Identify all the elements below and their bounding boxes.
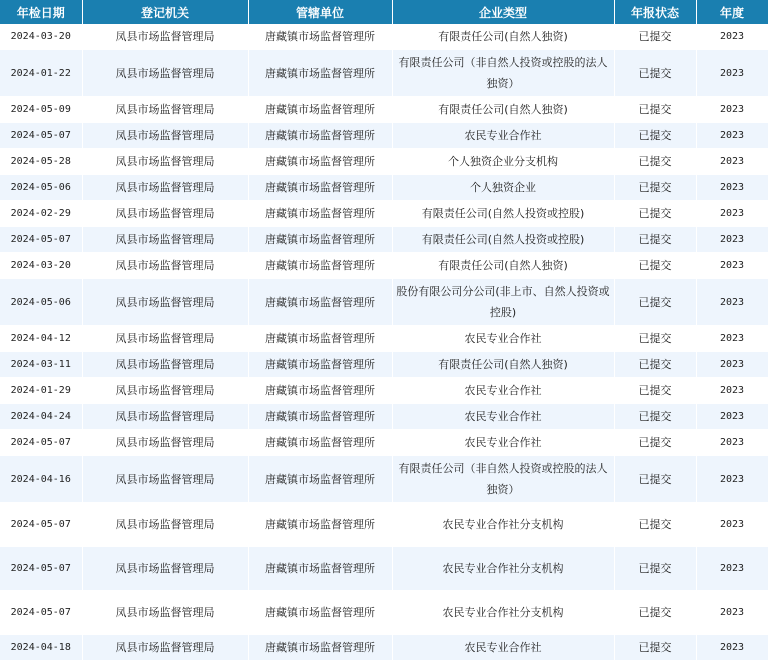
header-type: 企业类型 bbox=[392, 0, 614, 24]
cell-type: 农民专业合作社分支机构 bbox=[392, 547, 614, 591]
cell-org: 凤县市场监督管理局 bbox=[82, 97, 248, 123]
cell-org: 凤县市场监督管理局 bbox=[82, 227, 248, 253]
cell-type: 有限责任公司(自然人投资或控股) bbox=[392, 227, 614, 253]
table-row bbox=[0, 97, 768, 123]
cell-org: 凤县市场监督管理局 bbox=[82, 175, 248, 201]
cell-date: 2024-04-16 bbox=[0, 456, 82, 503]
cell-org: 凤县市场监督管理局 bbox=[82, 149, 248, 175]
cell-org: 凤县市场监督管理局 bbox=[82, 378, 248, 404]
cell-org: 凤县市场监督管理局 bbox=[82, 201, 248, 227]
cell-type: 农民专业合作社 bbox=[392, 378, 614, 404]
cell-date: 2024-03-20 bbox=[0, 253, 82, 279]
cell-status: 已提交 bbox=[614, 326, 696, 352]
cell-unit: 唐藏镇市场监督管理所 bbox=[248, 227, 392, 253]
cell-unit: 唐藏镇市场监督管理所 bbox=[248, 201, 392, 227]
cell-unit: 唐藏镇市场监督管理所 bbox=[248, 326, 392, 352]
cell-unit: 唐藏镇市场监督管理所 bbox=[248, 635, 392, 661]
cell-org: 凤县市场监督管理局 bbox=[82, 352, 248, 378]
cell-org: 凤县市场监督管理局 bbox=[82, 635, 248, 661]
table-row bbox=[0, 635, 768, 661]
cell-status: 已提交 bbox=[614, 97, 696, 123]
cell-year: 2023 bbox=[696, 503, 768, 547]
table-header-row bbox=[0, 0, 768, 24]
cell-type: 农民专业合作社 bbox=[392, 404, 614, 430]
header-status: 年报状态 bbox=[614, 0, 696, 24]
cell-org: 凤县市场监督管理局 bbox=[82, 326, 248, 352]
cell-date: 2024-03-11 bbox=[0, 352, 82, 378]
cell-date: 2024-01-29 bbox=[0, 378, 82, 404]
cell-year: 2023 bbox=[696, 352, 768, 378]
cell-date: 2024-05-28 bbox=[0, 149, 82, 175]
cell-year: 2023 bbox=[696, 97, 768, 123]
cell-status: 已提交 bbox=[614, 123, 696, 149]
cell-unit: 唐藏镇市场监督管理所 bbox=[248, 456, 392, 503]
cell-unit: 唐藏镇市场监督管理所 bbox=[248, 24, 392, 50]
table-row bbox=[0, 149, 768, 175]
table-row bbox=[0, 430, 768, 456]
cell-year: 2023 bbox=[696, 149, 768, 175]
cell-date: 2024-04-18 bbox=[0, 635, 82, 661]
cell-type: 农民专业合作社 bbox=[392, 123, 614, 149]
header-year: 年度 bbox=[696, 0, 768, 24]
cell-type: 个人独资企业分支机构 bbox=[392, 149, 614, 175]
cell-type: 农民专业合作社 bbox=[392, 635, 614, 661]
table-row bbox=[0, 201, 768, 227]
table-row bbox=[0, 279, 768, 326]
cell-status: 已提交 bbox=[614, 253, 696, 279]
cell-unit: 唐藏镇市场监督管理所 bbox=[248, 591, 392, 635]
header-org: 登记机关 bbox=[82, 0, 248, 24]
cell-date: 2024-05-07 bbox=[0, 591, 82, 635]
cell-status: 已提交 bbox=[614, 547, 696, 591]
cell-year: 2023 bbox=[696, 24, 768, 50]
cell-status: 已提交 bbox=[614, 227, 696, 253]
cell-date: 2024-04-24 bbox=[0, 404, 82, 430]
cell-year: 2023 bbox=[696, 591, 768, 635]
cell-status: 已提交 bbox=[614, 175, 696, 201]
cell-status: 已提交 bbox=[614, 503, 696, 547]
table-row bbox=[0, 591, 768, 635]
cell-date: 2024-02-29 bbox=[0, 201, 82, 227]
cell-status: 已提交 bbox=[614, 456, 696, 503]
cell-year: 2023 bbox=[696, 253, 768, 279]
cell-type: 有限责任公司(自然人投资或控股) bbox=[392, 201, 614, 227]
table-row bbox=[0, 24, 768, 50]
cell-year: 2023 bbox=[696, 635, 768, 661]
cell-year: 2023 bbox=[696, 326, 768, 352]
cell-date: 2024-04-12 bbox=[0, 326, 82, 352]
cell-status: 已提交 bbox=[614, 50, 696, 97]
cell-year: 2023 bbox=[696, 175, 768, 201]
cell-type: 股份有限公司分公司(非上市、自然人投资或控股) bbox=[392, 279, 614, 326]
table-row bbox=[0, 456, 768, 503]
cell-status: 已提交 bbox=[614, 404, 696, 430]
cell-date: 2024-05-06 bbox=[0, 175, 82, 201]
cell-org: 凤县市场监督管理局 bbox=[82, 456, 248, 503]
cell-type: 有限责任公司（非自然人投资或控股的法人独资） bbox=[392, 456, 614, 503]
table-row bbox=[0, 326, 768, 352]
cell-org: 凤县市场监督管理局 bbox=[82, 123, 248, 149]
cell-status: 已提交 bbox=[614, 279, 696, 326]
cell-unit: 唐藏镇市场监督管理所 bbox=[248, 97, 392, 123]
cell-org: 凤县市场监督管理局 bbox=[82, 404, 248, 430]
cell-date: 2024-05-07 bbox=[0, 123, 82, 149]
cell-org: 凤县市场监督管理局 bbox=[82, 24, 248, 50]
cell-unit: 唐藏镇市场监督管理所 bbox=[248, 123, 392, 149]
cell-unit: 唐藏镇市场监督管理所 bbox=[248, 378, 392, 404]
cell-date: 2024-05-09 bbox=[0, 97, 82, 123]
table-row bbox=[0, 227, 768, 253]
cell-status: 已提交 bbox=[614, 149, 696, 175]
header-date: 年检日期 bbox=[0, 0, 82, 24]
cell-unit: 唐藏镇市场监督管理所 bbox=[248, 149, 392, 175]
cell-type: 有限责任公司（非自然人投资或控股的法人独资） bbox=[392, 50, 614, 97]
cell-type: 农民专业合作社 bbox=[392, 430, 614, 456]
cell-org: 凤县市场监督管理局 bbox=[82, 503, 248, 547]
cell-org: 凤县市场监督管理局 bbox=[82, 547, 248, 591]
cell-unit: 唐藏镇市场监督管理所 bbox=[248, 352, 392, 378]
cell-unit: 唐藏镇市场监督管理所 bbox=[248, 253, 392, 279]
header-unit: 管辖单位 bbox=[248, 0, 392, 24]
cell-unit: 唐藏镇市场监督管理所 bbox=[248, 404, 392, 430]
cell-org: 凤县市场监督管理局 bbox=[82, 50, 248, 97]
cell-type: 有限责任公司(自然人独资) bbox=[392, 24, 614, 50]
table-row bbox=[0, 123, 768, 149]
cell-year: 2023 bbox=[696, 50, 768, 97]
cell-year: 2023 bbox=[696, 430, 768, 456]
cell-type: 有限责任公司(自然人独资) bbox=[392, 352, 614, 378]
cell-unit: 唐藏镇市场监督管理所 bbox=[248, 430, 392, 456]
table-row bbox=[0, 404, 768, 430]
cell-unit: 唐藏镇市场监督管理所 bbox=[248, 50, 392, 97]
cell-year: 2023 bbox=[696, 378, 768, 404]
cell-date: 2024-05-06 bbox=[0, 279, 82, 326]
cell-year: 2023 bbox=[696, 456, 768, 503]
cell-type: 有限责任公司(自然人独资) bbox=[392, 253, 614, 279]
cell-year: 2023 bbox=[696, 404, 768, 430]
table-row bbox=[0, 503, 768, 547]
cell-org: 凤县市场监督管理局 bbox=[82, 591, 248, 635]
cell-unit: 唐藏镇市场监督管理所 bbox=[248, 175, 392, 201]
table-row bbox=[0, 50, 768, 97]
cell-year: 2023 bbox=[696, 123, 768, 149]
cell-type: 个人独资企业 bbox=[392, 175, 614, 201]
cell-date: 2024-01-22 bbox=[0, 50, 82, 97]
cell-date: 2024-05-07 bbox=[0, 430, 82, 456]
cell-year: 2023 bbox=[696, 279, 768, 326]
cell-org: 凤县市场监督管理局 bbox=[82, 253, 248, 279]
cell-year: 2023 bbox=[696, 547, 768, 591]
cell-org: 凤县市场监督管理局 bbox=[82, 430, 248, 456]
cell-status: 已提交 bbox=[614, 635, 696, 661]
cell-date: 2024-03-20 bbox=[0, 24, 82, 50]
cell-date: 2024-05-07 bbox=[0, 503, 82, 547]
cell-type: 有限责任公司(自然人独资) bbox=[392, 97, 614, 123]
cell-status: 已提交 bbox=[614, 24, 696, 50]
table-row bbox=[0, 352, 768, 378]
cell-status: 已提交 bbox=[614, 201, 696, 227]
table-row bbox=[0, 253, 768, 279]
cell-date: 2024-05-07 bbox=[0, 547, 82, 591]
cell-org: 凤县市场监督管理局 bbox=[82, 279, 248, 326]
cell-type: 农民专业合作社分支机构 bbox=[392, 503, 614, 547]
cell-type: 农民专业合作社 bbox=[392, 326, 614, 352]
cell-type: 农民专业合作社分支机构 bbox=[392, 591, 614, 635]
cell-year: 2023 bbox=[696, 227, 768, 253]
cell-unit: 唐藏镇市场监督管理所 bbox=[248, 503, 392, 547]
cell-unit: 唐藏镇市场监督管理所 bbox=[248, 279, 392, 326]
cell-date: 2024-05-07 bbox=[0, 227, 82, 253]
cell-status: 已提交 bbox=[614, 352, 696, 378]
cell-status: 已提交 bbox=[614, 378, 696, 404]
table-row bbox=[0, 547, 768, 591]
table-row bbox=[0, 175, 768, 201]
table-row bbox=[0, 378, 768, 404]
cell-status: 已提交 bbox=[614, 591, 696, 635]
cell-year: 2023 bbox=[696, 201, 768, 227]
cell-unit: 唐藏镇市场监督管理所 bbox=[248, 547, 392, 591]
cell-status: 已提交 bbox=[614, 430, 696, 456]
